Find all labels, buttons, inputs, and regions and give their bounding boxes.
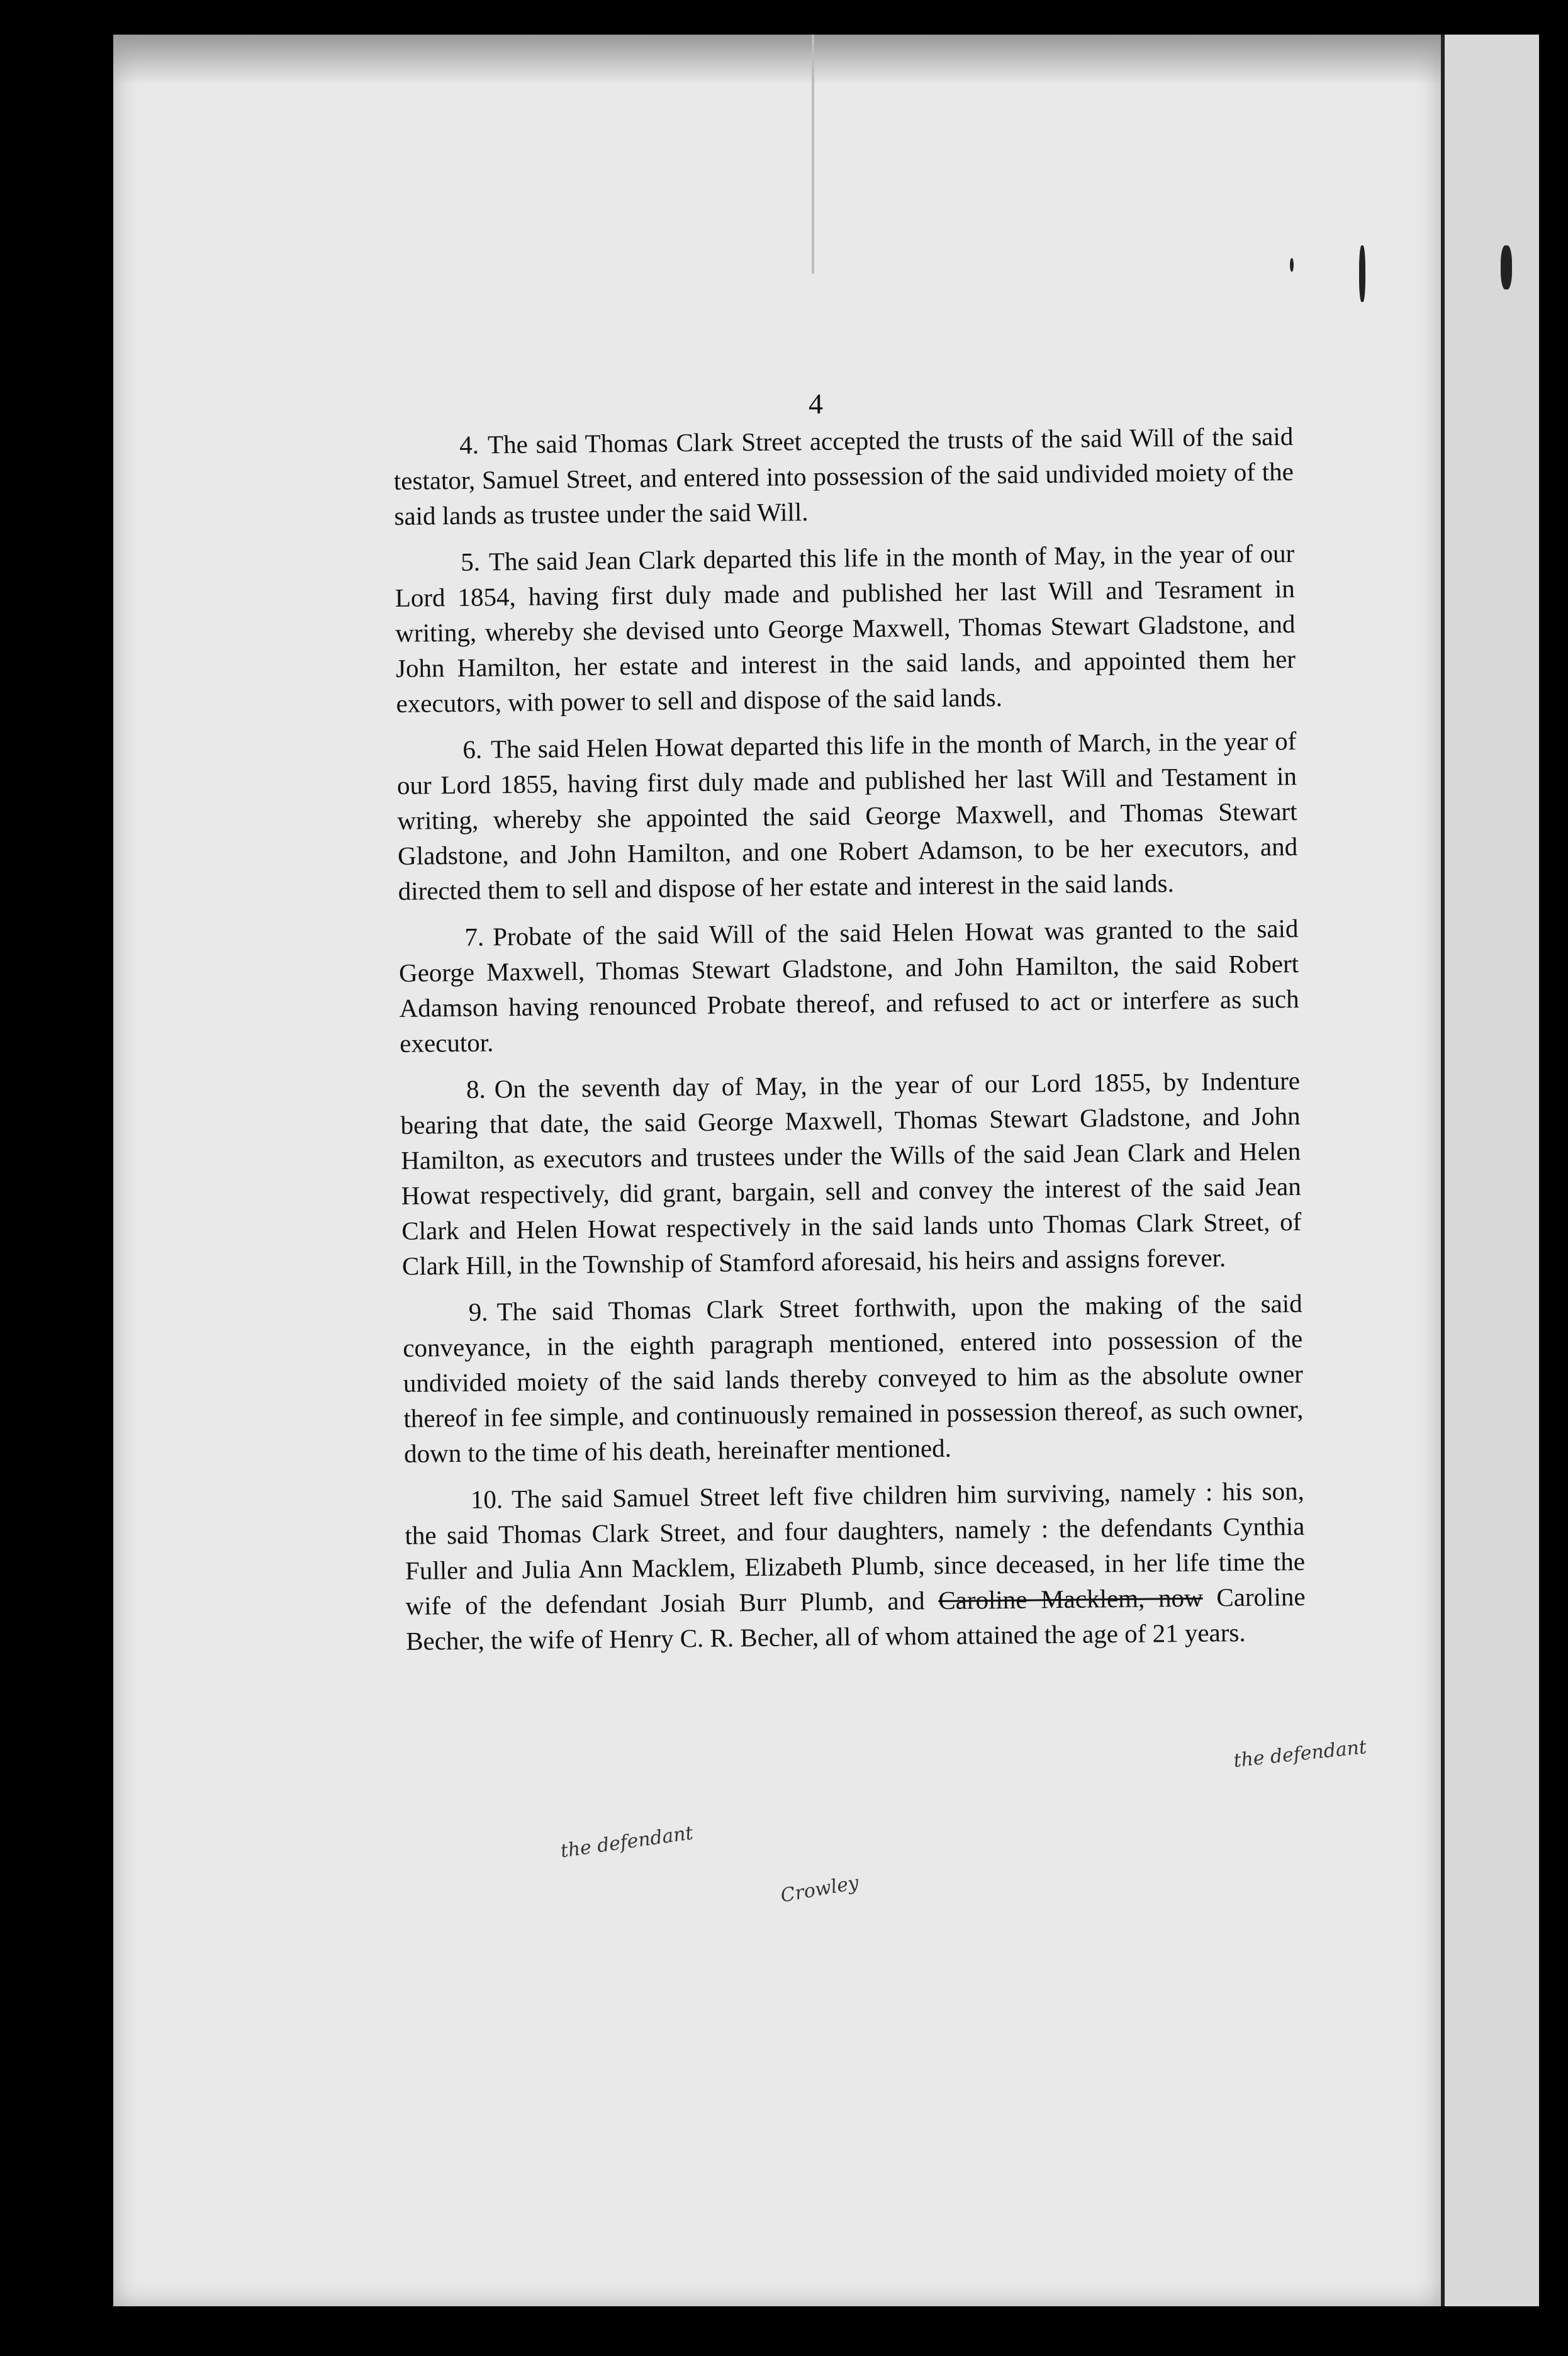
paragraph-number: 10. xyxy=(470,1484,503,1514)
paragraph-number: 6. xyxy=(462,734,483,764)
handwritten-annotation: Crowley xyxy=(778,1871,861,1907)
paragraph-6 xyxy=(396,723,1298,909)
paragraph-text-part2: Caroline Becher, the wife of Henry C. R. Becher, all of whom attained the age of 21 years. xyxy=(405,1581,1306,1656)
page-number: 4 xyxy=(809,388,823,420)
paragraph-number: 9. xyxy=(468,1297,488,1327)
paragraph-9 xyxy=(402,1286,1304,1471)
paragraph-text: The said Helen Howat departed this life in the month of March, in the year of our Lord 1855, having first duly made and published her last Will and Testament in writing, whereby she appointed the said George Maxwell, and Thomas Stewart Gladstone, and John Hamilton, and one Robert Adamson, to be her executors, and directed them to sell and dispose of her estate and interest in the said lands. xyxy=(396,726,1298,906)
handwritten-annotation: the defendant xyxy=(1232,1736,1368,1772)
paragraph-10 xyxy=(405,1473,1306,1659)
paragraph-text: The said Thomas Clark Street accepted the trusts of the said Will of the said testator, Samuel Street, and entered into possession of the said undivided moiety of the said lands as trustee under the said Will. xyxy=(393,422,1294,530)
page-top-shadow xyxy=(113,35,1441,85)
scan-blemish xyxy=(1501,245,1512,289)
paragraph-number: 8. xyxy=(466,1074,486,1104)
paragraph-number: 7. xyxy=(464,922,484,951)
paragraph-text: Probate of the said Will of the said Helen Howat was granted to the said George Maxwell, Thomas Stewart Gladstone, and John Hamilton, the said Robert Adamson having renounced Probate thereof, and refused to act or interfere as such executor. xyxy=(398,913,1299,1058)
paragraph-4 xyxy=(393,418,1294,534)
paragraph-text-part1: The said Samuel Street left five children him surviving, namely : his son, the said Thomas Clark Street, and four daughters, namely : the defendants Cynthia Fuller and Julia Ann Macklem, Elizabeth Plumb, since deceased, in her life time the wife of the defendant Josiah Burr Plumb, and xyxy=(405,1476,1306,1620)
scan-blemish xyxy=(1290,258,1294,272)
struck-text: Caroline Macklem, now xyxy=(938,1583,1203,1615)
paragraph-text: The said Thomas Clark Street forthwith, upon the making of the said conveyance, in the eighth paragraph mentioned, entered into possession of the undivided moiety of the said lands thereby conveyed to him as the absolute owner thereof in fee simple, and continuously remained in possession thereof, as such owner, down to the time of his death, hereinafter mentioned. xyxy=(403,1288,1304,1468)
handwritten-annotation: the defendant xyxy=(559,1822,695,1863)
paragraph-7 xyxy=(398,911,1299,1061)
scan-blemish xyxy=(1359,245,1365,302)
paragraph-text: The said Jean Clark departed this life in the month of May, in the year of our Lord 1854, having first duly made and published her last Will and Tesrament in writing, whereby she devised unto George Maxwell, Thomas Stewart Gladstone, and John Hamilton, her estate and interest in the said lands, and appointed them her executors, with power to sell and dispose of the said lands. xyxy=(395,539,1296,718)
facing-page-edge xyxy=(1441,35,1539,2306)
paragraph-number: 5. xyxy=(460,547,481,576)
document-body xyxy=(393,418,1306,1670)
paragraph-5 xyxy=(395,536,1296,721)
paragraph-number: 4. xyxy=(459,430,479,459)
page-fold-line xyxy=(812,35,814,274)
paragraph-8 xyxy=(400,1063,1302,1284)
paragraph-text: On the seventh day of May, in the year of our Lord 1855, by Indenture bearing that date, the said George Maxwell, Thomas Stewart Gladstone, and John Hamilton, as executors and trustees under the Wills of the said Jean Clark and Helen Howat respectively, did grant, bargain, sell and convey the interest of the said Jean Clark and Helen Howat respectively in the said lands unto Thomas Clark Street, of Clark Hill, in the Township of Stamford aforesaid, his heirs and assigns forever. xyxy=(400,1065,1302,1281)
